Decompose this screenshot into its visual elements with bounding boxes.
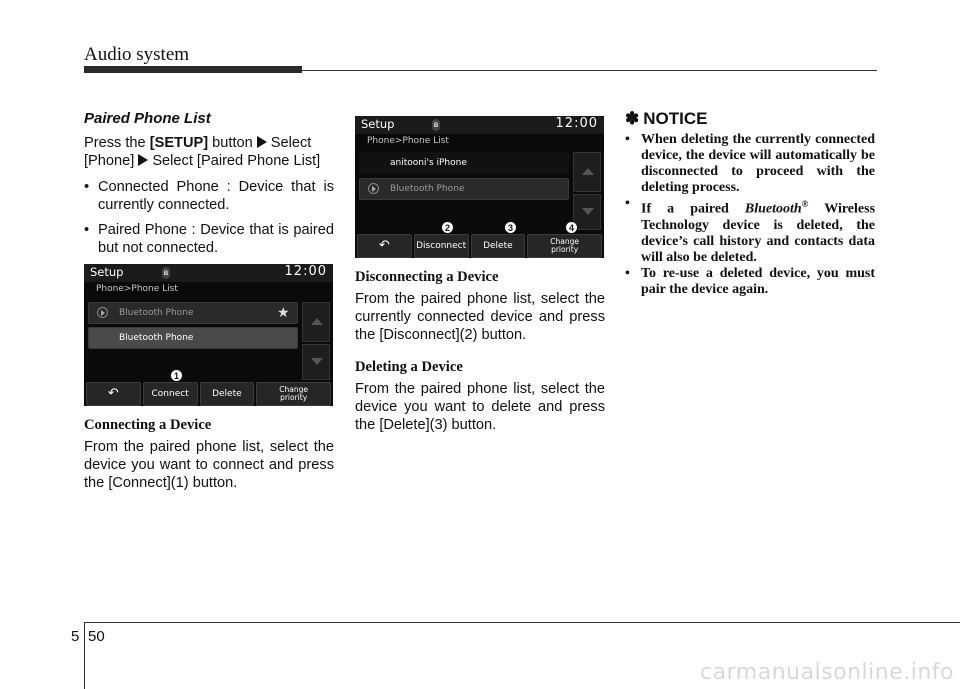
intro-select-1: Select — [270, 135, 312, 151]
connect-button[interactable]: Connect — [143, 382, 198, 406]
phone-name: Bluetooth Phone — [390, 184, 465, 194]
screen-title: Setup — [90, 265, 124, 279]
screen-connect — [84, 264, 333, 406]
callout-4: 4 — [565, 221, 578, 234]
bluetooth-brand: Bluetooth — [744, 201, 802, 217]
registered-mark: ® — [801, 199, 809, 209]
list-item: • Paired Phone : Device that is paired but not connected. — [84, 221, 334, 257]
notice-item2-suffix: Wireless — [824, 201, 876, 217]
arrow-right-icon — [257, 136, 267, 148]
list-item: • When deleting the currently connected device, the device will automatically be disconnected to proceed with the deleting process. — [625, 132, 875, 196]
screen-button-bar — [355, 234, 604, 258]
phone-name: Bluetooth Phone — [119, 333, 194, 343]
delete-button[interactable]: Delete — [200, 382, 255, 406]
section-title: Paired Phone List — [84, 110, 211, 127]
play-icon — [368, 183, 379, 194]
list-item[interactable] — [359, 152, 569, 174]
arrow-down-icon — [582, 208, 594, 215]
footer-divider — [84, 622, 85, 689]
column-left — [84, 110, 334, 264]
intro-button-word: button — [212, 135, 253, 151]
screen-topbar — [84, 264, 333, 282]
screen-title: Setup — [361, 117, 395, 131]
screen-button-bar — [84, 382, 333, 406]
change-priority-button[interactable]: Change priority — [527, 234, 602, 258]
play-icon — [97, 307, 108, 318]
arrow-up-icon — [582, 168, 594, 175]
column-middle — [355, 262, 605, 434]
arrow-right-icon — [138, 154, 148, 166]
chapter-number: 5 — [71, 628, 80, 645]
header-bar — [84, 66, 302, 73]
list-item[interactable] — [88, 327, 298, 349]
notice-box — [625, 110, 875, 298]
notice-title — [625, 110, 875, 128]
deleting-title: Deleting a Device — [355, 359, 463, 375]
connecting-title: Connecting a Device — [84, 417, 212, 433]
scroll-up-button[interactable] — [302, 302, 330, 342]
screen-clock: 12:00 — [284, 264, 327, 279]
delete-button[interactable]: Delete — [471, 234, 526, 258]
intro-phone: [Phone] — [84, 153, 135, 169]
screen-clock: 12:00 — [555, 116, 598, 131]
list-item[interactable] — [359, 178, 569, 200]
page-number: 50 — [88, 628, 105, 645]
phone-type-list — [84, 178, 334, 257]
connecting-section — [84, 410, 334, 492]
connecting-text: From the paired phone list, select the device you want to connect and press the [Connect](1) button. — [84, 439, 334, 491]
list-item[interactable] — [88, 302, 298, 324]
screen-disconnect — [355, 116, 604, 258]
back-icon: ↶ — [107, 386, 119, 401]
callout-1: 1 — [170, 369, 183, 382]
back-button[interactable] — [86, 382, 141, 406]
setup-key-label: [SETUP] — [149, 135, 209, 151]
scroll-up-button[interactable] — [573, 152, 601, 192]
notice-item2-prefix: If a paired — [641, 201, 729, 217]
list-item — [625, 196, 875, 266]
breadcrumb: Phone>Phone List — [96, 284, 178, 294]
intro-select-2: Select [Paired Phone List] — [152, 153, 321, 169]
notice-star-icon: ✽ — [625, 109, 640, 128]
bluetooth-icon: ʙ — [163, 268, 169, 277]
back-icon: ↶ — [378, 238, 390, 253]
callout-3: 3 — [504, 221, 517, 234]
change-priority-button[interactable]: Change priority — [256, 382, 331, 406]
footer-rule — [84, 622, 960, 623]
page-header-title: Audio system — [84, 44, 190, 65]
deleting-text: From the paired phone list, select the device you want to delete and press the [Delete](3) button. — [355, 381, 605, 433]
notice-title-text: NOTICE — [643, 109, 708, 128]
notice-list — [625, 132, 875, 298]
watermark: carmanualsonline.info — [700, 660, 954, 685]
disconnecting-title: Disconnecting a Device — [355, 269, 499, 285]
phone-name: anitooni's iPhone — [390, 158, 467, 168]
breadcrumb: Phone>Phone List — [367, 136, 449, 146]
arrow-down-icon — [311, 358, 323, 365]
intro-paragraph — [84, 134, 334, 170]
disconnect-button[interactable]: Disconnect — [414, 234, 469, 258]
phone-name: Bluetooth Phone — [119, 308, 194, 318]
intro-press: Press the — [84, 135, 146, 151]
notice-item2-rest: Technology device is deleted, the device’s call history and contacts data will also be deleted. — [641, 217, 875, 265]
list-item: • Connected Phone : Device that is currently connected. — [84, 178, 334, 214]
callout-2: 2 — [441, 221, 454, 234]
back-button[interactable] — [357, 234, 412, 258]
scroll-down-button[interactable] — [302, 344, 330, 380]
bluetooth-icon: ʙ — [433, 120, 439, 129]
arrow-up-icon — [311, 318, 323, 325]
star-icon: ★ — [277, 305, 290, 321]
screen-topbar — [355, 116, 604, 134]
header-rule — [302, 70, 877, 71]
disconnecting-text: From the paired phone list, select the currently connected device and press the [Disconnect](2) button. — [355, 291, 605, 343]
list-item: • To re-use a deleted device, you must pair the device again. — [625, 266, 875, 298]
